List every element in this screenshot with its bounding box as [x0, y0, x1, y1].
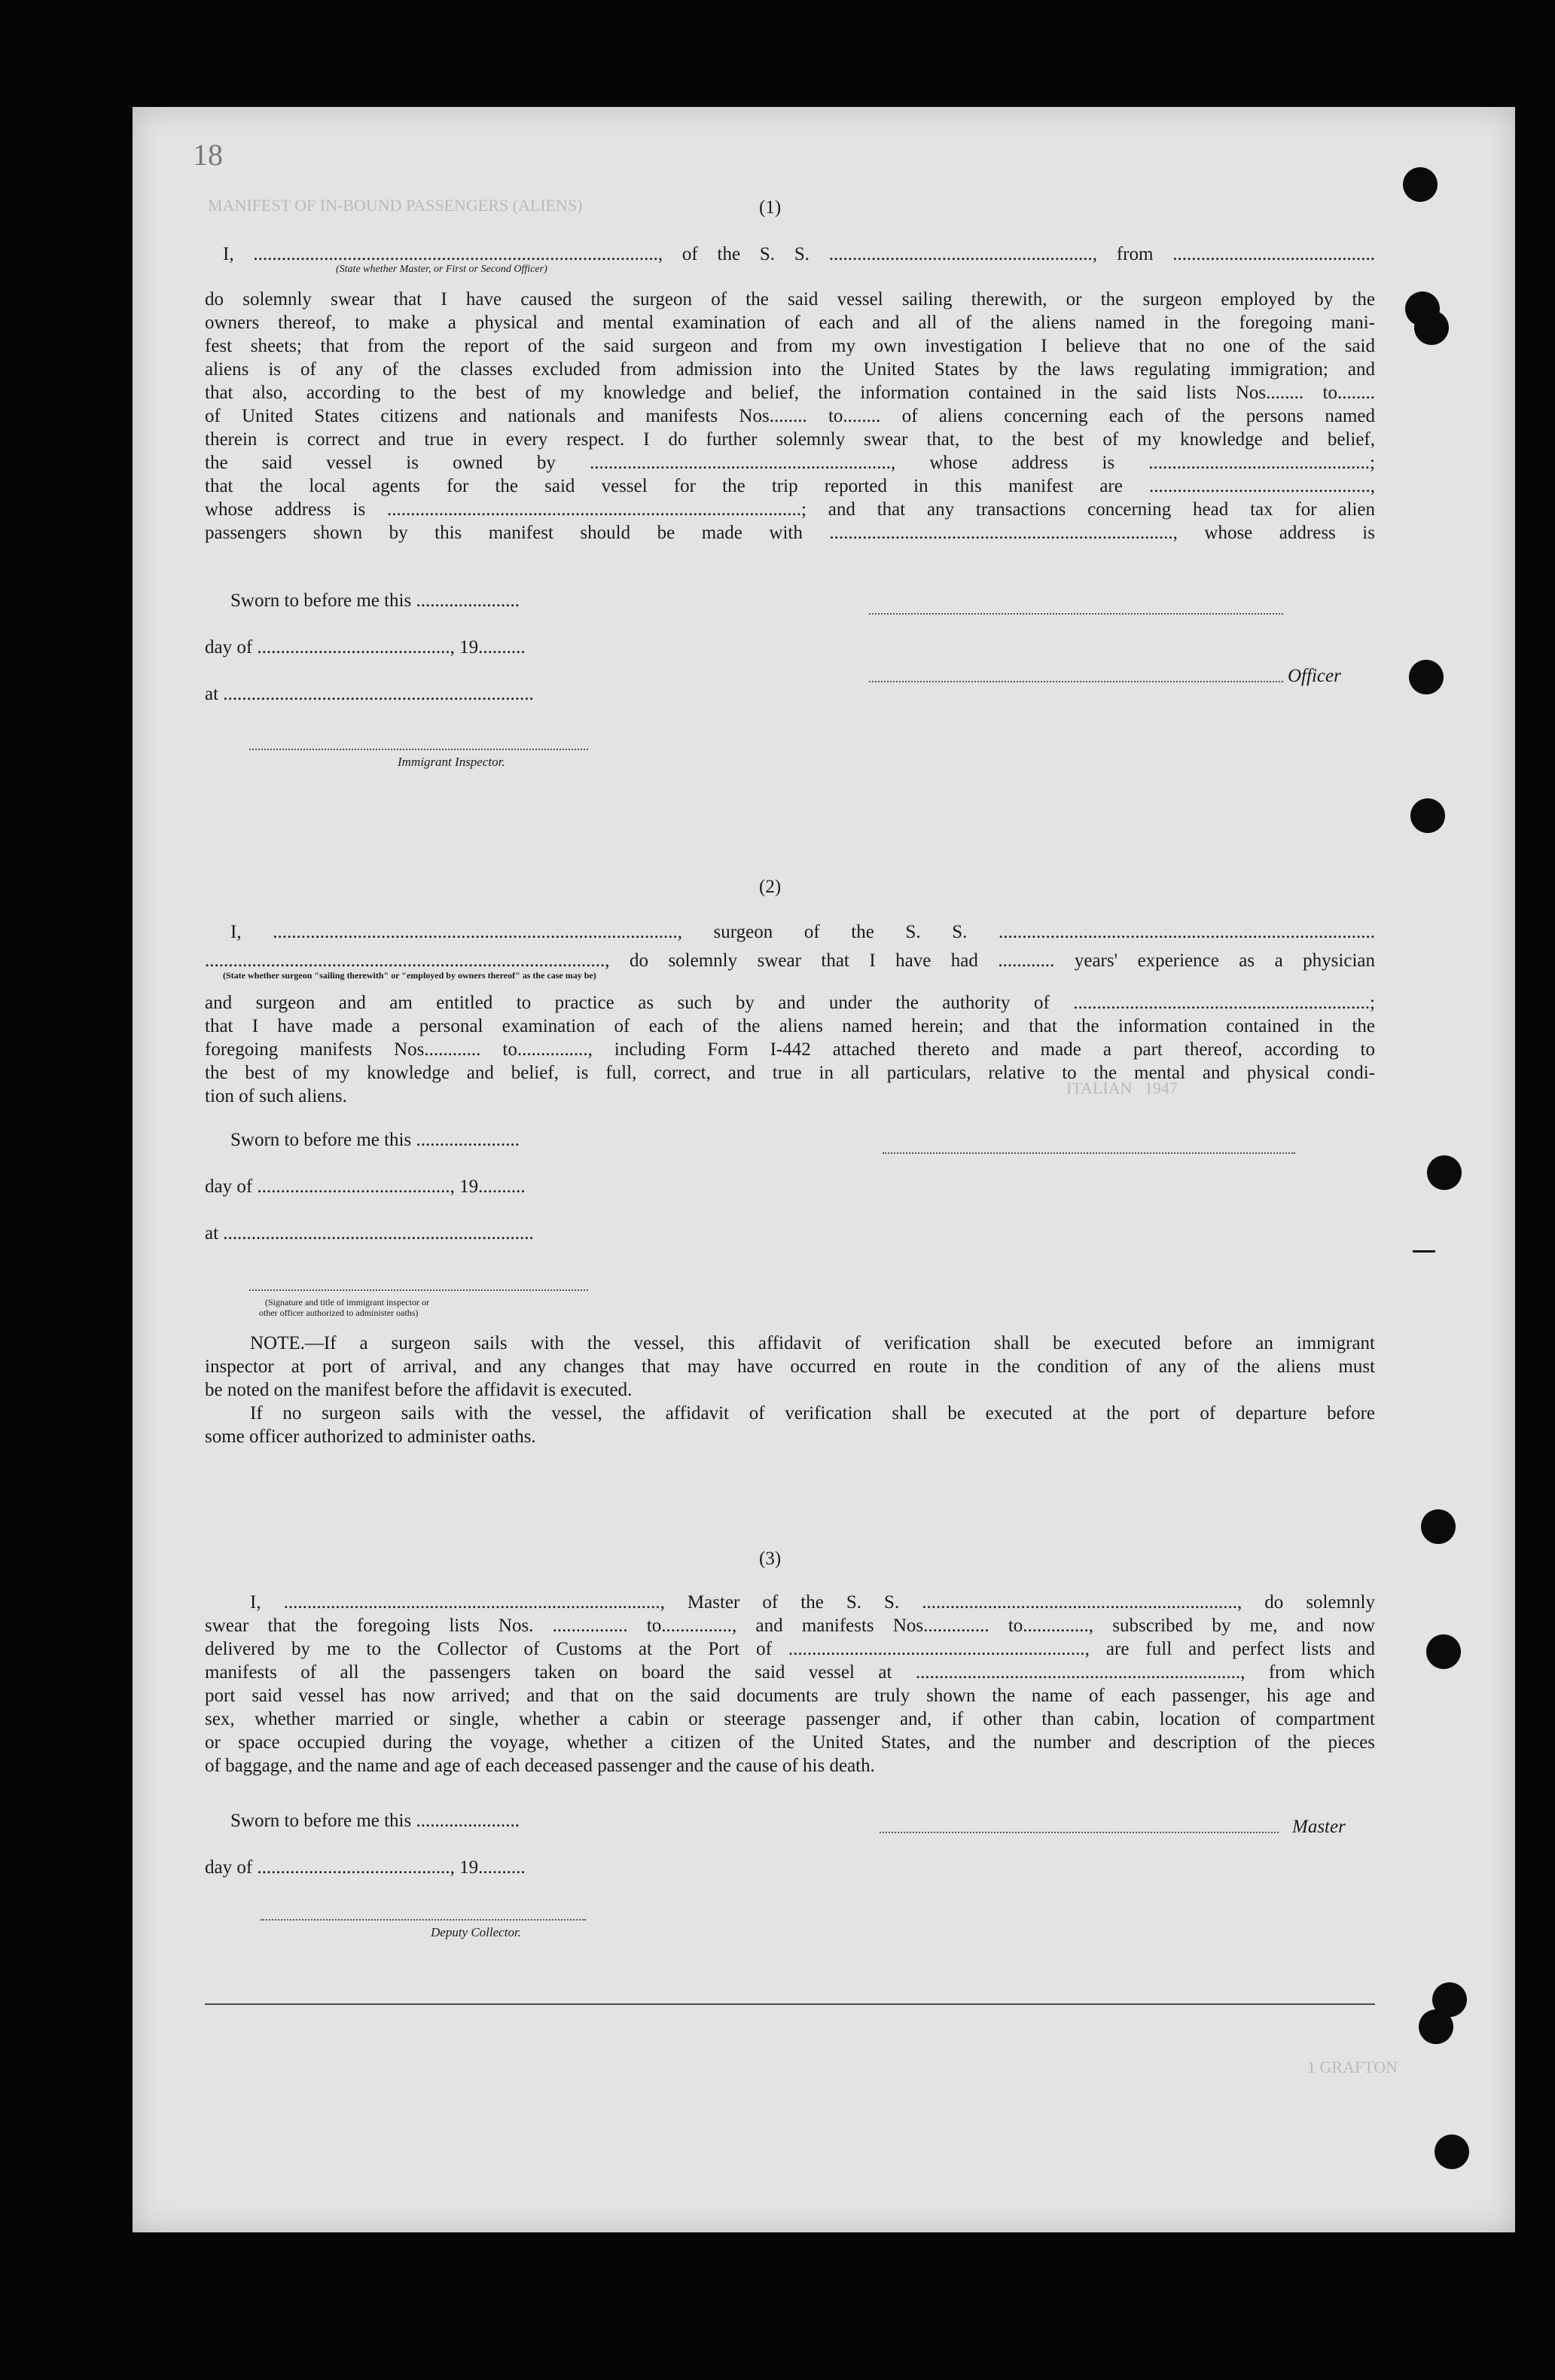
bleed-through-text: ITALIAN 1947 — [1066, 1079, 1178, 1097]
officer-signature-line — [869, 681, 1283, 682]
deputy-collector-label: Deputy Collector. — [431, 1925, 521, 1939]
page-corner-number: 18 — [193, 138, 223, 172]
punch-hole — [1435, 2134, 1469, 2169]
note-line: be noted on the manifest before the affidavit is executed. — [205, 1380, 633, 1400]
punch-hole — [1427, 1155, 1462, 1190]
section-2-line: and surgeon and am entitled to practice as such by and under the authority of ...............................................................; — [205, 993, 1375, 1013]
section-3-day: day of ........................................., 19.......... — [205, 1857, 526, 1878]
section-1-line: the said vessel is owned by ................................................................, whose address is ...............................................; — [205, 453, 1375, 473]
section-2-caption: (State whether surgeon "sailing therewith" or "employed by owners thereof" as the case may be) — [223, 970, 596, 981]
section-3-line: delivered by me to the Collector of Customs at the Port of ..............................................................., are full and perfect lists and — [205, 1639, 1375, 1659]
bleed-through-text: 1 GRAFTON — [1307, 2058, 1398, 2076]
inspector-signature-line — [249, 749, 588, 750]
section-3-sworn: Sworn to before me this ...................... — [230, 1811, 520, 1831]
officer-label: Officer — [1288, 666, 1341, 686]
section-1-number: (1) — [759, 197, 782, 218]
punch-hole — [1426, 1634, 1461, 1669]
section-1-line: I, ......................................................................................, of the S. S. ........................................................, from ........................................... — [223, 244, 1375, 264]
section-2-line: tion of such aliens. — [205, 1086, 347, 1106]
section-1-line: whose address is ........................................................................................; and that any transactions concerning head tax for alien — [205, 499, 1375, 520]
section-2-sworn: Sworn to before me this ...................... — [230, 1130, 520, 1150]
section-1-line: that the local agents for the said vessel for the trip reported in this manifest are ..............................................., — [205, 476, 1375, 496]
section-2-line: that I have made a personal examination of each of the aliens named herein; and that the information contained in the — [205, 1016, 1375, 1036]
section-2-at: at .................................................................. — [205, 1223, 534, 1243]
immigrant-inspector-label: Immigrant Inspector. — [398, 755, 505, 769]
section-1-line: fest sheets; that from the report of the said surgeon and from my own investigation I believe that no one of the said — [205, 336, 1375, 356]
master-label: Master — [1292, 1817, 1346, 1837]
section-3-number: (3) — [759, 1549, 782, 1569]
section-3-line: manifests of all the passengers taken on board the said vessel at ....................................................................., from which — [205, 1662, 1375, 1683]
punch-hole — [1409, 660, 1444, 694]
section-2-line: foregoing manifests Nos............ to..............., including Form I-442 attached thereto and made a part thereof, according to — [205, 1039, 1375, 1060]
section-1-day: day of ........................................., 19.......... — [205, 637, 526, 658]
section-3-line: or space occupied during the voyage, whether a citizen of the United States, and the number and description of the pieces — [205, 1732, 1375, 1753]
section-1-sworn: Sworn to before me this ...................... — [230, 590, 520, 611]
surgeon-signature-line — [883, 1152, 1295, 1154]
bottom-rule — [205, 2003, 1375, 2005]
section-2-line: ....................................................................................., do solemnly swear that I have had ............ years' experience as a physician — [205, 950, 1375, 971]
punch-hole — [1414, 310, 1449, 345]
section-1-line: that also, according to the best of my knowledge and belief, the information contained in the said lists Nos........ to........ — [205, 383, 1375, 403]
section-1-line: therein is correct and true in every respect. I do further solemnly swear that, to the best of my knowledge and belief, — [205, 429, 1375, 450]
signature-caption: (Signature and title of immigrant inspector or — [265, 1297, 429, 1307]
section-1-line: aliens is of any of the classes excluded from admission into the United States by the laws regulating immigration; and — [205, 359, 1375, 380]
note-line: inspector at port of arrival, and any changes that may have occurred en route in the condition of any of the aliens must — [205, 1356, 1375, 1377]
bleed-through-text: MANIFEST OF IN-BOUND PASSENGERS (ALIENS) — [208, 196, 583, 215]
section-1-line: owners thereof, to make a physical and mental examination of each and all of the aliens named in the foregoing mani- — [205, 313, 1375, 333]
note-line: If no surgeon sails with the vessel, the affidavit of verification shall be executed at the port of departure before — [250, 1403, 1375, 1423]
section-3-line: swear that the foregoing lists Nos. ................ to..............., and manifests Nos.............. to.............., subscribed by me, and now — [205, 1616, 1375, 1636]
collector-signature-line — [261, 1919, 586, 1921]
section-1-at: at .................................................................. — [205, 684, 534, 704]
section-2-line: the best of my knowledge and belief, is full, correct, and true in all particulars, relative to the mental and physical condi- — [205, 1063, 1375, 1083]
officer-signature-line — [249, 1289, 588, 1291]
note-line: some officer authorized to administer oaths. — [205, 1426, 536, 1447]
section-1-line: do solemnly swear that I have caused the surgeon of the said vessel sailing therewith, or the surgeon employed by the — [205, 289, 1375, 310]
section-2-day: day of ........................................., 19.......... — [205, 1176, 526, 1197]
section-1-caption: (State whether Master, or First or Second Officer) — [336, 264, 547, 275]
section-3-line: I, ................................................................................, Master of the S. S. ..................................................................., do solemnly — [250, 1592, 1375, 1613]
manifest-page — [133, 107, 1515, 2232]
section-2-line: I, ......................................................................................, surgeon of the S. S. ................................................................................ — [230, 922, 1375, 942]
master-signature-line — [880, 1832, 1279, 1833]
punch-hole — [1419, 2009, 1453, 2044]
note-line: NOTE.—If a surgeon sails with the vessel, this affidavit of verification shall be executed before an immigrant — [250, 1333, 1375, 1353]
section-1-line: passengers shown by this manifest should be made with ........................................................................., whose address is — [205, 523, 1375, 543]
section-3-line: of baggage, and the name and age of each deceased passenger and the cause of his death. — [205, 1756, 875, 1776]
scratch-mark — [1413, 1250, 1435, 1253]
section-3-line: port said vessel has now arrived; and that on the said documents are truly shown the name of each passenger, his age and — [205, 1686, 1375, 1706]
officer-signature-line — [869, 613, 1283, 615]
punch-hole — [1421, 1509, 1456, 1544]
section-3-line: sex, whether married or single, whether a cabin or steerage passenger and, if other than cabin, location of compartment — [205, 1709, 1375, 1729]
signature-caption: other officer authorized to administer oaths) — [259, 1307, 419, 1318]
section-1-line: of United States citizens and nationals and manifests Nos........ to........ of aliens concerning each of the persons named — [205, 406, 1375, 426]
punch-hole — [1410, 798, 1445, 833]
punch-hole — [1403, 167, 1438, 202]
section-2-number: (2) — [759, 877, 782, 897]
